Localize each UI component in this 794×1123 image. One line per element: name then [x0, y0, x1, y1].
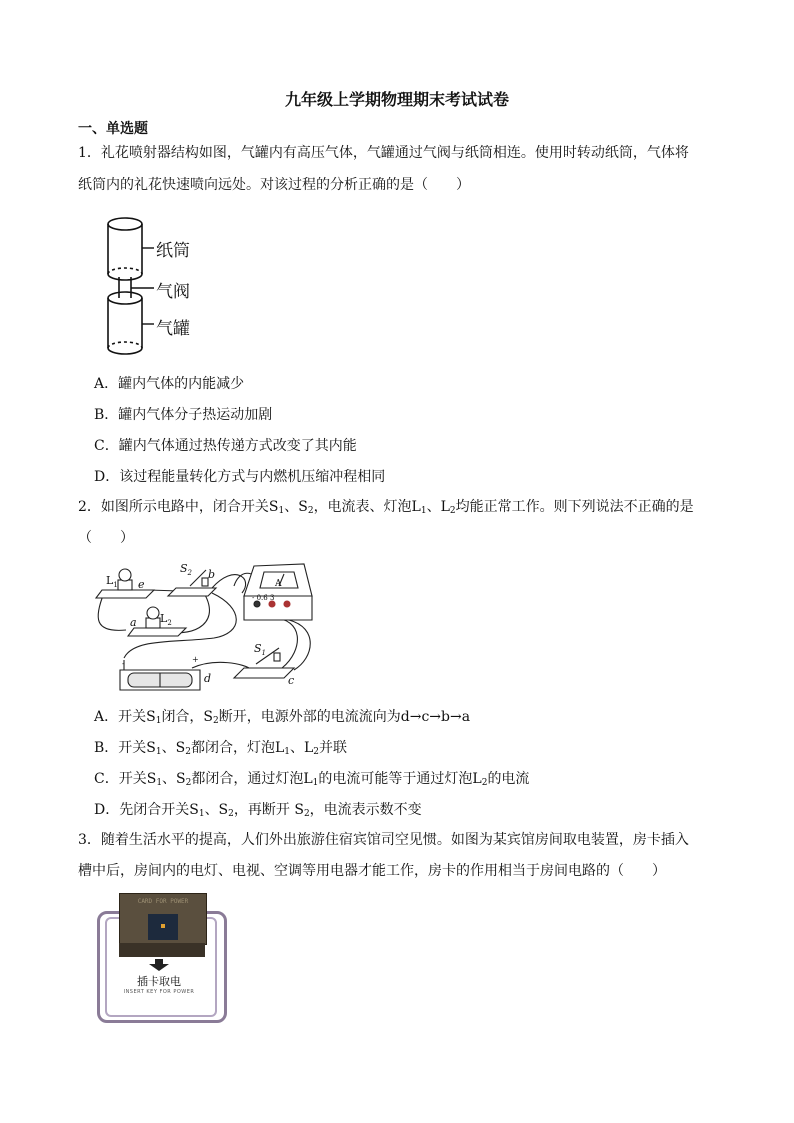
label-L1: $L_1$ [106, 574, 118, 589]
battery [120, 670, 200, 690]
q1-option-c: C．罐内气体通过热传递方式改变了其内能 [94, 438, 357, 454]
q2-figure-circuit [94, 558, 324, 696]
gas-tank-shape [108, 292, 142, 354]
label-valve: 气阀 [156, 282, 190, 302]
lamp-l2 [128, 607, 186, 636]
q2-text-line1: 2．如图所示电路中，闭合开关$S_1$、$S_2$，电流表、灯泡$L_1$、$L_2$均能正常工作。则下列说法不正确的是 [78, 499, 694, 516]
q2-option-d: D．先闭合开关$S_1$、$S_2$，再断开 $S_2$，电流表示数不变 [94, 802, 422, 819]
section-heading: 一、单选题 [78, 121, 148, 137]
label-L2: $L_2$ [160, 612, 172, 627]
insert-key-label: INSERT KEY FOR POWER [123, 989, 195, 995]
card-text: CARD FOR POWER [137, 898, 189, 905]
ammeter-symbol: A [275, 579, 282, 589]
lamp-l1 [96, 569, 154, 598]
ammeter [244, 564, 312, 620]
q1-option-a: A．罐内气体的内能减少 [94, 376, 245, 392]
q2-option-b: B．开关$S_1$、$S_2$都闭合，灯泡$L_1$、$L_2$并联 [94, 740, 348, 757]
label-gas-tank: 气罐 [156, 319, 190, 339]
q2-text-line2: （ ） [78, 530, 134, 546]
label-e: e [138, 578, 145, 591]
page-title: 九年级上学期物理期末考试试卷 [284, 90, 509, 109]
q3-figure-card-slot [97, 893, 225, 1021]
q1-option-b: B．罐内气体分子热运动加剧 [94, 407, 273, 423]
q1-text-line2: 纸筒内的礼花快速喷向远处。对该过程的分析正确的是（ ） [78, 177, 470, 193]
ammeter-scale: - 0.6 3 [252, 594, 275, 602]
arrow-down-icon [149, 959, 169, 971]
room-card [119, 893, 207, 945]
svg-text:-: - [122, 659, 125, 668]
label-a: a [130, 616, 137, 629]
q3-text-line2: 槽中后，房间内的电灯、电视、空调等用电器才能工作，房卡的作用相当于房间电路的（ ） [78, 863, 666, 879]
label-d: d [204, 672, 212, 685]
paper-tube-shape [108, 218, 142, 280]
q2-option-c: C．开关$S_1$、$S_2$都闭合，通过灯泡$L_1$的电流可能等于通过灯泡$L_2$的电流 [94, 771, 530, 788]
label-paper-tube: 纸筒 [156, 241, 190, 261]
label-b: b [208, 568, 216, 581]
label-S1: $S_1$ [254, 642, 267, 657]
insert-card-label: 插卡取电 [137, 975, 181, 988]
q1-text-line1: 1．礼花喷射器结构如图，气罐内有高压气体，气罐通过气阀与纸筒相连。使用时转动纸筒，气体将 [78, 145, 689, 161]
label-c: c [288, 674, 295, 687]
label-S2: $S_2$ [180, 562, 193, 577]
q3-text-line1: 3．随着生活水平的提高，人们外出旅游住宿宾馆司空见惯。如图为某宾馆房间取电装置，房卡插入 [78, 832, 689, 848]
q1-option-d: D．该过程能量转化方式与内燃机压缩冲程相同 [94, 469, 386, 485]
svg-text:+: + [192, 655, 199, 664]
q2-option-a: A．开关$S_1$闭合，$S_2$断开，电源外部的电流流向为d→c→b→a [94, 709, 471, 726]
